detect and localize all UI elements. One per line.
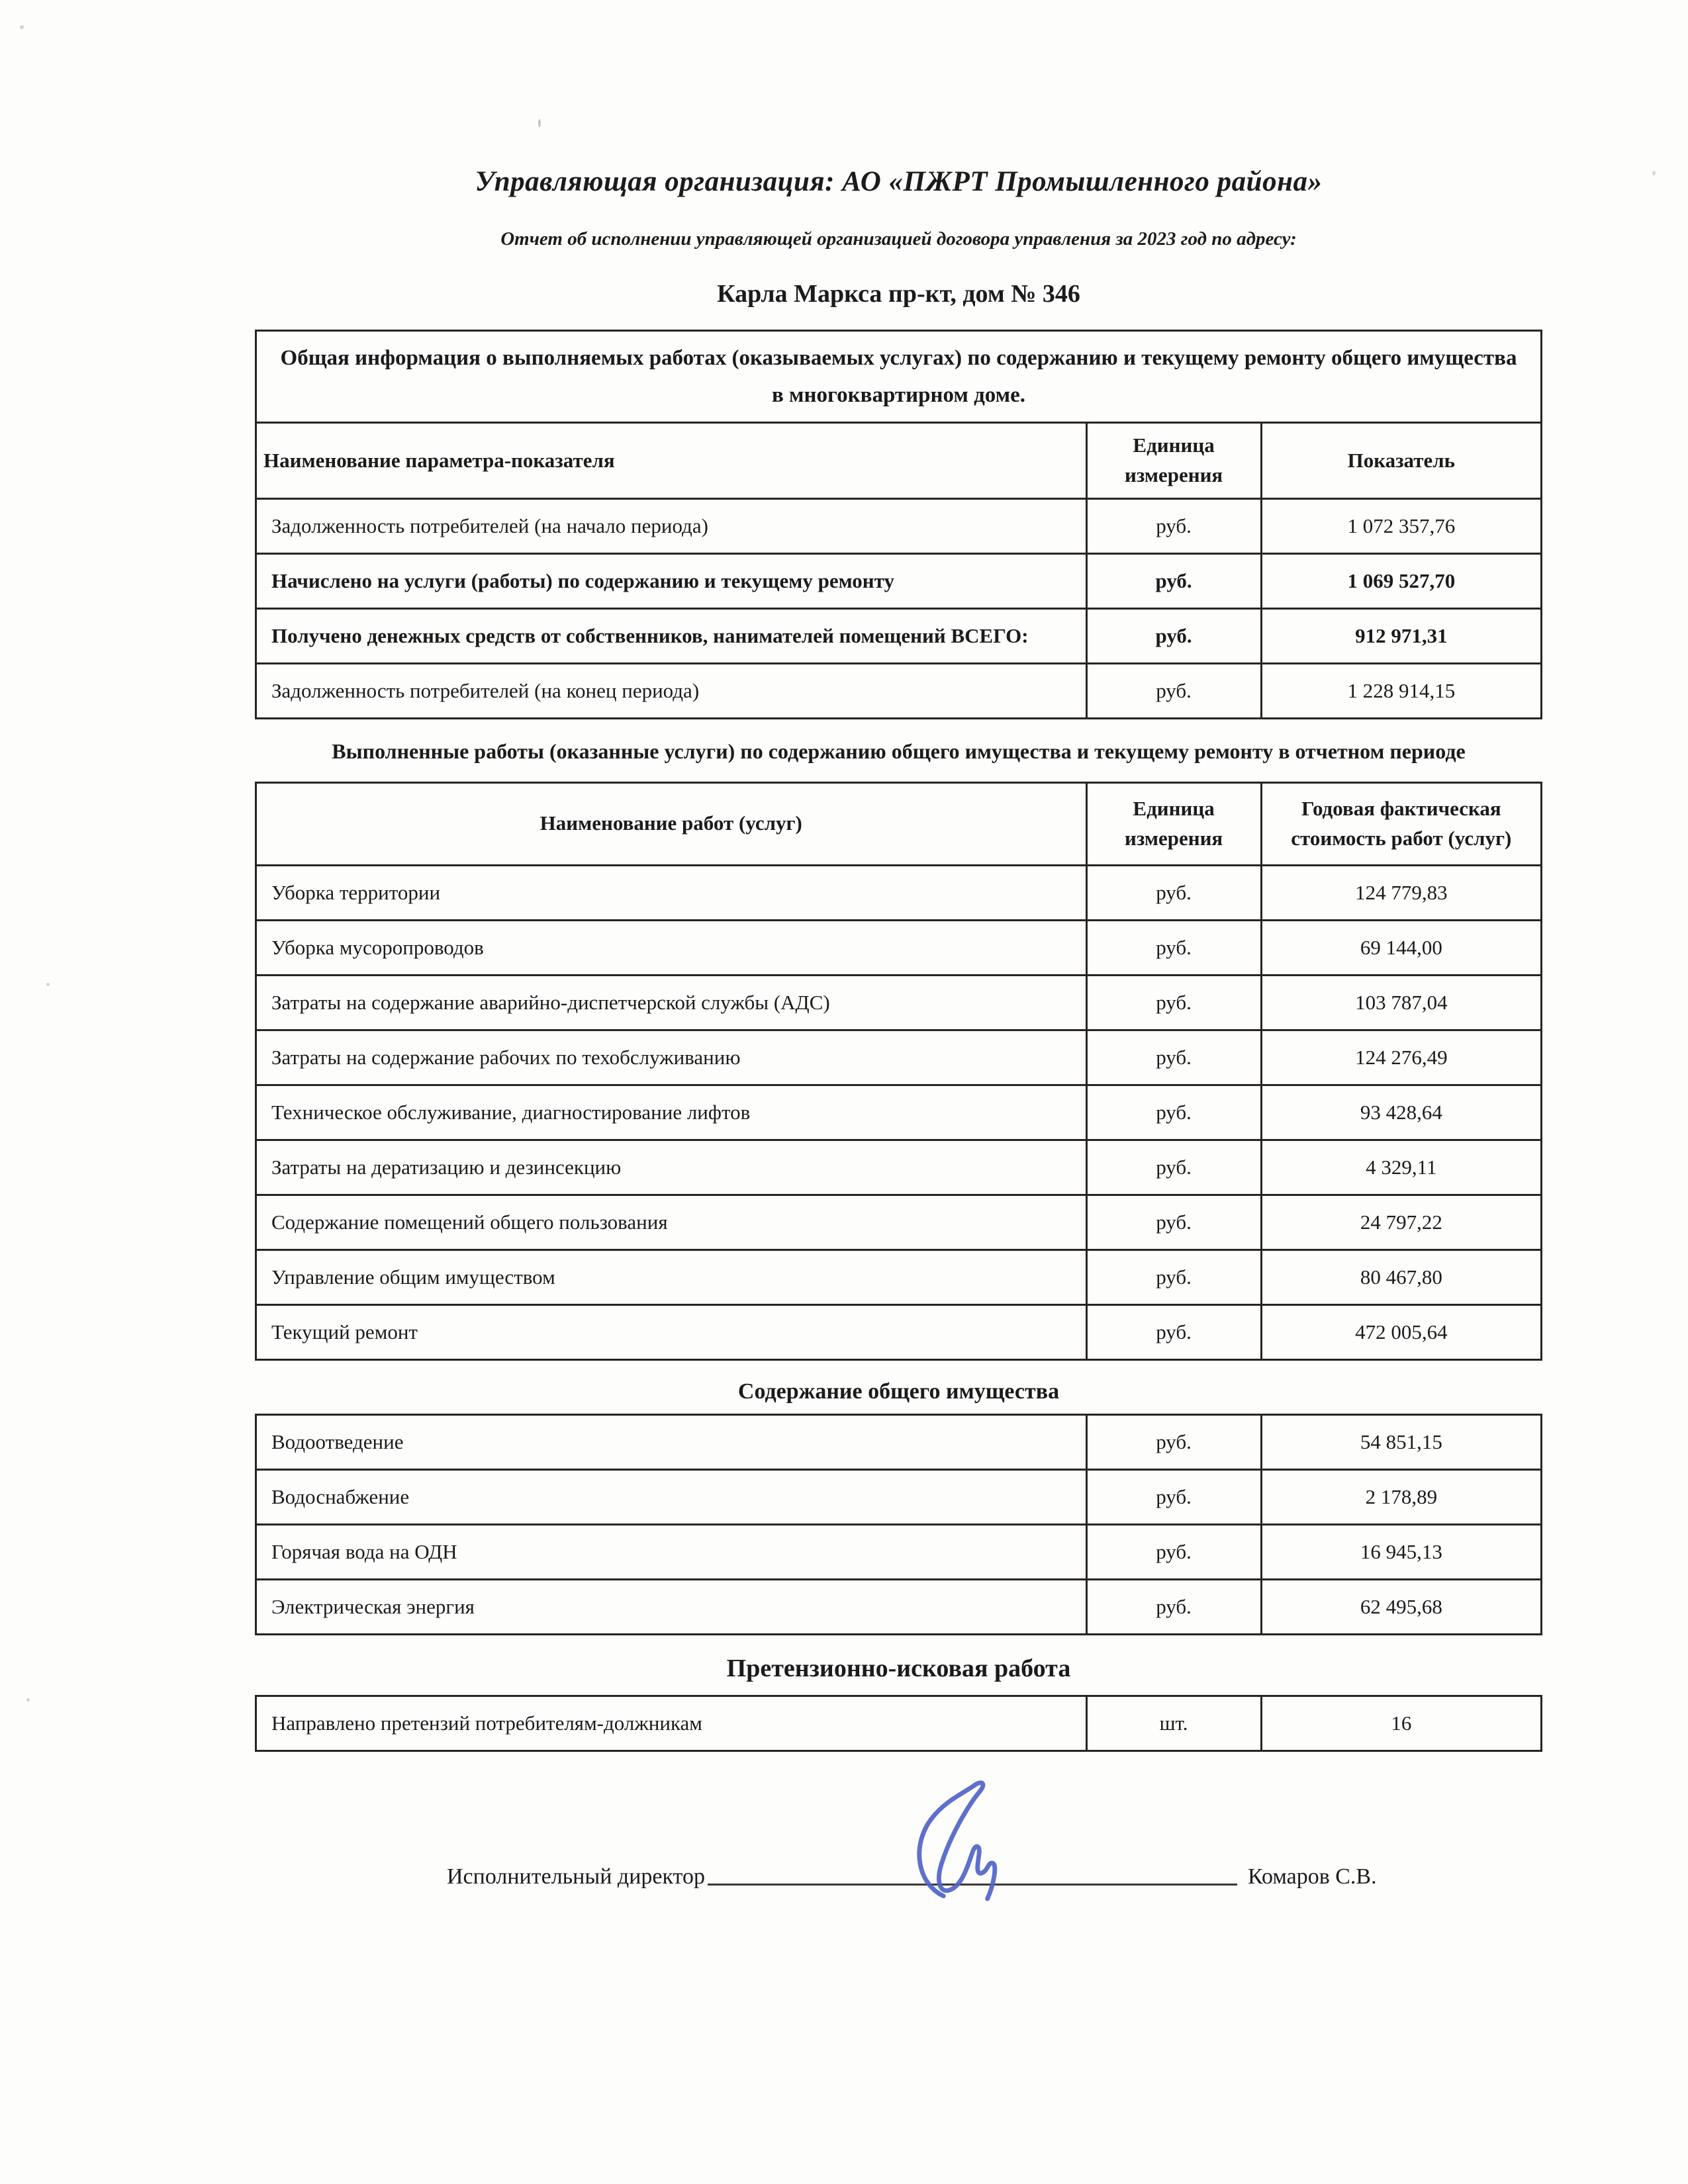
row-name-cell: Начислено на услуги (работы) по содержанию и текущему ремонту xyxy=(256,554,1087,609)
scan-speck xyxy=(26,1698,30,1702)
table-row xyxy=(256,554,1542,609)
row-name-cell: Затраты на содержание аварийно-диспетчерской службы (АДС) xyxy=(256,975,1087,1030)
row-unit-cell: руб. xyxy=(1086,664,1261,719)
row-value-cell: 1 072 357,76 xyxy=(1261,499,1541,554)
row-unit-cell: руб. xyxy=(1086,1030,1261,1085)
row-name-cell: Уборка мусоропроводов xyxy=(256,920,1087,975)
signature-name: Комаров С.В. xyxy=(1247,1864,1377,1889)
row-unit-cell: руб. xyxy=(1086,1195,1261,1250)
page-title: Управляющая организация: АО «ПЖРТ Промышленного района» xyxy=(475,166,1323,197)
row-unit-cell: шт. xyxy=(1086,1696,1261,1751)
table-row xyxy=(256,499,1542,554)
column-header-value: Годовая фактическая стоимость работ (услуг) xyxy=(1261,782,1541,865)
handwritten-signature xyxy=(900,1779,1006,1911)
table-row xyxy=(256,920,1542,975)
row-value-cell: 69 144,00 xyxy=(1261,920,1541,975)
table-header-row xyxy=(256,423,1542,499)
row-unit-cell: руб. xyxy=(1086,1140,1261,1195)
table-row xyxy=(256,1030,1542,1085)
column-header-unit: Единица измерения xyxy=(1086,782,1261,865)
row-value-cell: 472 005,64 xyxy=(1261,1304,1541,1359)
row-unit-cell: руб. xyxy=(1086,1304,1261,1359)
table-row xyxy=(256,1250,1542,1304)
row-unit-cell: руб. xyxy=(1086,1469,1261,1524)
row-unit-cell: руб. xyxy=(1086,1579,1261,1634)
table-row xyxy=(256,664,1542,719)
row-name-cell: Электрическая энергия xyxy=(256,1579,1087,1634)
table-row xyxy=(256,1414,1542,1469)
row-value-cell: 124 276,49 xyxy=(1261,1030,1541,1085)
row-unit-cell: руб. xyxy=(1086,865,1261,920)
row-name-cell: Управление общим имуществом xyxy=(256,1250,1087,1304)
row-value-cell: 80 467,80 xyxy=(1261,1250,1541,1304)
table-row xyxy=(256,1696,1542,1751)
row-value-cell: 24 797,22 xyxy=(1261,1195,1541,1250)
row-unit-cell: руб. xyxy=(1086,1524,1261,1579)
row-value-cell: 1 069 527,70 xyxy=(1261,554,1541,609)
document-content xyxy=(255,0,1542,1889)
row-value-cell: 1 228 914,15 xyxy=(1261,664,1541,719)
row-name-cell: Уборка территории xyxy=(256,865,1087,920)
general-info-table xyxy=(255,330,1542,719)
table-row xyxy=(256,609,1542,664)
row-name-cell: Затраты на содержание рабочих по техобслуживанию xyxy=(256,1030,1087,1085)
table-row xyxy=(256,1579,1542,1634)
row-unit-cell: руб. xyxy=(1086,1085,1261,1140)
table-row xyxy=(256,1524,1542,1579)
scan-speck xyxy=(46,983,50,986)
row-unit-cell: руб. xyxy=(1086,499,1261,554)
table-row xyxy=(256,1469,1542,1524)
row-value-cell: 124 779,83 xyxy=(1261,865,1541,920)
works-section-title: Выполненные работы (оказанные услуги) по содержанию общего имущества и текущему ремонту в отчетном периоде xyxy=(332,739,1466,763)
row-unit-cell: руб. xyxy=(1086,609,1261,664)
maintenance-table xyxy=(255,1414,1542,1635)
row-name-cell: Задолженность потребителей (на начало периода) xyxy=(256,499,1087,554)
row-unit-cell: руб. xyxy=(1086,1414,1261,1469)
table-row xyxy=(256,1085,1542,1140)
table-caption-row xyxy=(256,331,1542,423)
row-name-cell: Затраты на дератизацию и дезинсекцию xyxy=(256,1140,1087,1195)
works-table xyxy=(255,782,1542,1361)
row-name-cell: Водоотведение xyxy=(256,1414,1087,1469)
table-row xyxy=(256,865,1542,920)
maintenance-section-title: Содержание общего имущества xyxy=(737,1379,1060,1404)
row-value-cell: 16 945,13 xyxy=(1261,1524,1541,1579)
row-unit-cell: руб. xyxy=(1086,920,1261,975)
row-name-cell: Задолженность потребителей (на конец периода) xyxy=(256,664,1087,719)
table-row xyxy=(256,1195,1542,1250)
table-caption: Общая информация о выполняемых работах (оказываемых услугах) по содержанию и текущему ремонту общего имущества в многоквартирном доме. xyxy=(256,331,1542,423)
column-header-unit: Единица измерения xyxy=(1086,423,1261,499)
row-name-cell: Текущий ремонт xyxy=(256,1304,1087,1359)
scan-speck xyxy=(1652,171,1656,175)
row-name-cell: Содержание помещений общего пользования xyxy=(256,1195,1087,1250)
row-value-cell: 4 329,11 xyxy=(1261,1140,1541,1195)
signature-role-label: Исполнительный директор xyxy=(447,1864,705,1889)
row-value-cell: 2 178,89 xyxy=(1261,1469,1541,1524)
column-header-name: Наименование параметра-показателя xyxy=(256,423,1087,499)
row-value-cell: 54 851,15 xyxy=(1261,1414,1541,1469)
row-value-cell: 103 787,04 xyxy=(1261,975,1541,1030)
row-unit-cell: руб. xyxy=(1086,554,1261,609)
table-row xyxy=(256,975,1542,1030)
table-header-row xyxy=(256,782,1542,865)
signature-block xyxy=(255,1864,1542,1889)
scan-speck xyxy=(20,25,24,29)
row-value-cell: 912 971,31 xyxy=(1261,609,1541,664)
row-value-cell: 16 xyxy=(1261,1696,1541,1751)
row-name-cell: Водоснабжение xyxy=(256,1469,1087,1524)
row-value-cell: 62 495,68 xyxy=(1261,1579,1541,1634)
claims-table xyxy=(255,1695,1542,1752)
row-value-cell: 93 428,64 xyxy=(1261,1085,1541,1140)
address-line: Карла Маркса пр-кт, дом № 346 xyxy=(717,280,1080,308)
row-unit-cell: руб. xyxy=(1086,1250,1261,1304)
claims-section-title: Претензионно-исковая работа xyxy=(726,1654,1071,1682)
row-unit-cell: руб. xyxy=(1086,975,1261,1030)
table-row xyxy=(256,1304,1542,1359)
column-header-name: Наименование работ (услуг) xyxy=(256,782,1087,865)
column-header-value: Показатель xyxy=(1261,423,1541,499)
table-row xyxy=(256,1140,1542,1195)
row-name-cell: Получено денежных средств от собственников, нанимателей помещений ВСЕГО: xyxy=(256,609,1087,664)
row-name-cell: Горячая вода на ОДН xyxy=(256,1524,1087,1579)
signature-line xyxy=(708,1881,1237,1886)
row-name-cell: Техническое обслуживание, диагностирование лифтов xyxy=(256,1085,1087,1140)
row-name-cell: Направлено претензий потребителям-должникам xyxy=(256,1696,1087,1751)
page-subtitle: Отчет об исполнении управляющей организацией договора управления за 2023 год по адресу: xyxy=(500,228,1297,250)
